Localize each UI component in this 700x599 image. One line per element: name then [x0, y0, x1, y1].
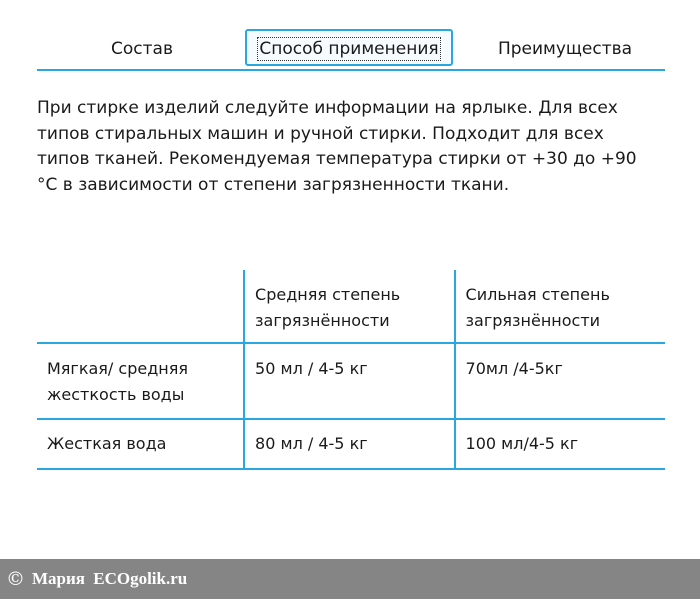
watermark-bar [0, 559, 700, 599]
tab-composition[interactable]: Состав [111, 39, 173, 59]
tab-usage[interactable] [245, 29, 453, 66]
tab-advantages[interactable]: Преимущества [497, 39, 633, 59]
table-row [37, 419, 665, 469]
table-cell: 80 мл / 4-5 кг [244, 419, 454, 469]
table-cell: 100 мл/4-5 кг [455, 419, 665, 469]
table-header-cell [37, 270, 244, 343]
copyright-icon: © [6, 568, 25, 590]
table-header-cell: Средняя степень загрязнённости [244, 270, 454, 343]
table-cell: Жесткая вода [37, 419, 244, 469]
table-row [37, 343, 665, 419]
tab-bar [37, 30, 665, 71]
table-cell: 50 мл / 4-5 кг [244, 343, 454, 419]
table-cell: Мягкая/ средняя жесткость воды [37, 343, 244, 419]
dosage-table [37, 270, 665, 470]
table-cell: 70мл /4-5кг [455, 343, 665, 419]
watermark-credit: Мария ECOgolik.ru [32, 569, 188, 588]
table-header-cell: Сильная степень загрязнённости [455, 270, 665, 343]
table-header-row [37, 270, 665, 343]
tab-usage-label: Способ применения [259, 39, 439, 59]
usage-description: При стирке изделий следуйте информации на ярлыке. Для всех типов стиральных машин и ручной стирки. Подходит для всех типов тканей. Рекомендуемая температура стирки от +30 до +90 °С в зависимости от степени загрязненности ткани. [37, 98, 637, 195]
